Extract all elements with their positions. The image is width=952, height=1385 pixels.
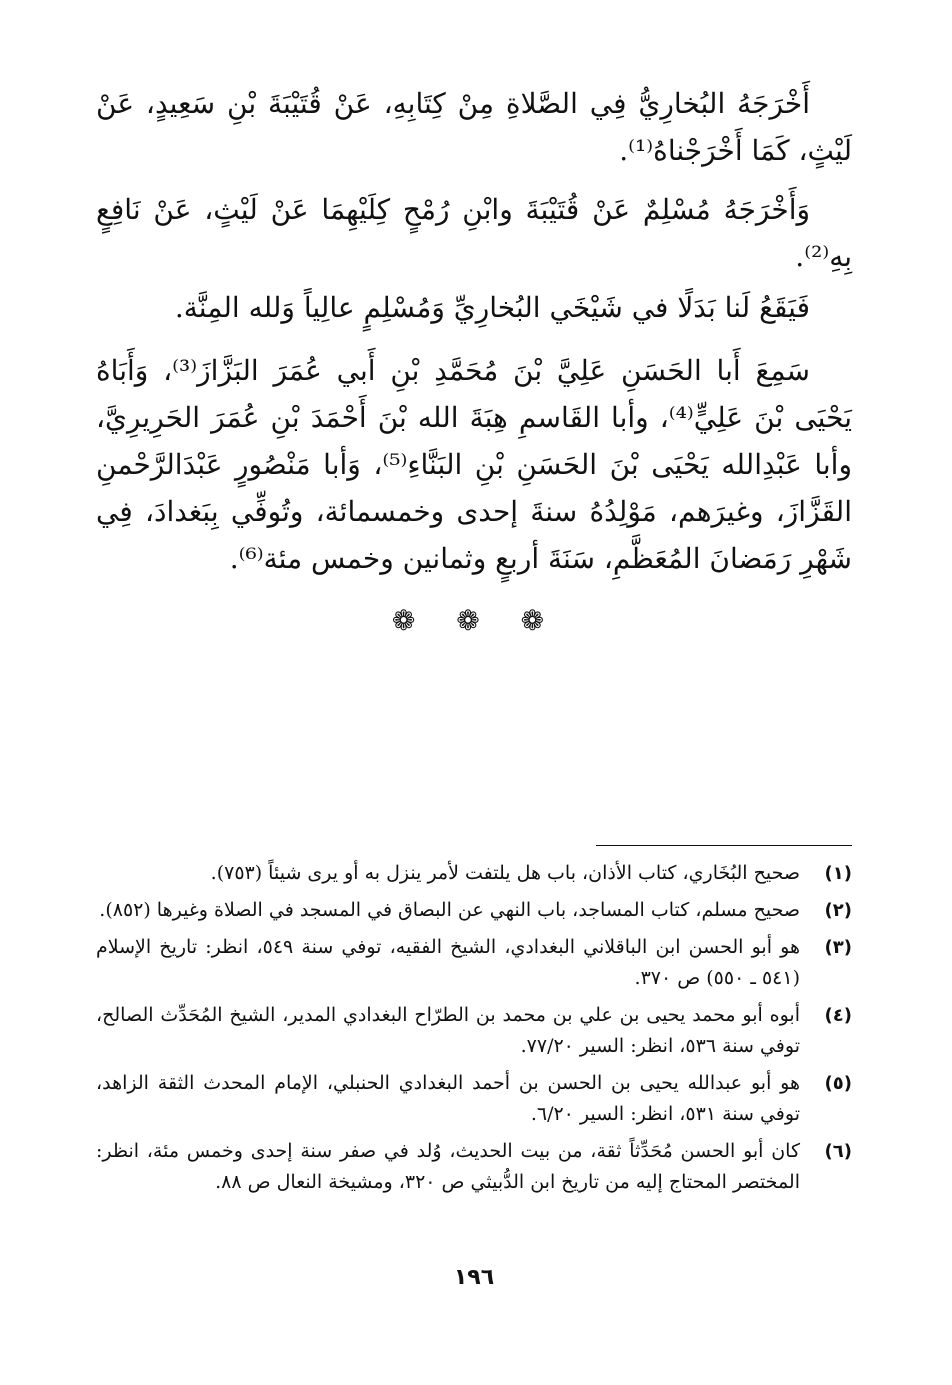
footnote xyxy=(96,895,852,926)
paragraph: سَمِعَ أَبا الحَسَنِ عَلِيَّ بْنَ مُحَمَّدِ بْنِ أَبي عُمَرَ البَزَّازَ⁽³⁾، وَأَبَاهُ يَحْيَى بْنَ عَلِيٍّ⁽⁴⁾، وأبا القَاسمِ هِبَةَ الله بْنَ أَحْمَدَ بْنِ عُمَرَ الحَرِيرِيَّ، وأبا عَبْدِالله يَحْيَى بْنَ الحَسَنِ بْنِ البَنَّاءِ⁽⁵⁾، وَأبا مَنْصُورٍ عَبْدَالرَّحْمنِ القَزَّازَ، وغيرَهم، مَوْلِدُهُ سنةَ إحدى وخمسمائة، وتُوفِّي بِبَغدادَ، فِي شَهْرِ رَمَضانَ المُعَظَّمِ، سَنَةَ أربعٍ وثمانين وخمس مئة⁽⁶⁾. xyxy=(96,354,853,575)
paragraph: فَيَقَعُ لَنا بَدَلًا في شَيْخَي البُخارِيِّ وَمُسْلِمٍ عالِياً وَلله المِنَّة. xyxy=(174,291,810,324)
paragraph: وَأَخْرَجَهُ مُسْلِمٌ عَنْ قُتَيْبَةَ وابْنِ رُمْحٍ كِلَيْهِمَا عَنْ لَيْثٍ، عَنْ نَافِعٍ بِهِ⁽²⁾. xyxy=(96,193,852,273)
footnote-text: هو أبو عبدالله يحيى بن الحسن بن أحمد البغدادي الحنبلي، الإمام المحدث الثقة الزاهد، توفي سنة ٥٣١، انظر: السير ٦/٢٠. xyxy=(96,1072,800,1125)
footnote-number: (٥) xyxy=(824,1073,852,1094)
main-text xyxy=(96,80,852,582)
footnote xyxy=(96,1000,852,1062)
footnote xyxy=(96,858,852,889)
footnote-number: (٦) xyxy=(824,1141,852,1162)
flower-ornament-icon: ❁ xyxy=(520,604,557,637)
section-ornament xyxy=(96,604,852,637)
footnote-text: صحيح مسلم، كتاب المساجد، باب النهي عن البصاق في المسجد في الصلاة وغيرها (٨٥٢). xyxy=(99,899,800,921)
footnote-number: (١) xyxy=(824,863,852,884)
footnote-number: (٢) xyxy=(824,900,852,921)
footnote-text: صحيح البُخَاري، كتاب الأذان، باب هل يلتفت لأمر ينزل به أو يرى شيئاً (٧٥٣). xyxy=(210,862,800,884)
footnotes xyxy=(96,858,852,1204)
footnote xyxy=(96,1136,852,1198)
footnote-text: أبوه أبو محمد يحيى بن علي بن محمد بن الطرّاح البغدادي المدير، الشيخ المُحَدِّث الصالح، توفي سنة ٥٣٦، انظر: السير ٧٧/٢٠. xyxy=(96,1004,800,1057)
footnote-number: (٤) xyxy=(824,1005,852,1026)
paragraph: أَخْرَجَهُ البُخارِيُّ فِي الصَّلاةِ مِنْ كِتَابِهِ، عَنْ قُتَيْبَةَ بْنِ سَعِيدٍ، عَنْ لَيْثٍ، كَمَا أَخْرَجْناهُ⁽¹⁾. xyxy=(96,87,852,167)
page-number: ١٩٦ xyxy=(453,1265,495,1290)
flower-ornament-icon: ❁ xyxy=(391,604,428,637)
footnote-number: (٣) xyxy=(824,937,852,958)
footnote xyxy=(96,932,852,994)
footnote xyxy=(96,1068,852,1130)
page xyxy=(96,80,852,1385)
footnote-divider xyxy=(596,845,852,846)
footnote-text: كان أبو الحسن مُحَدِّثاً ثقة، من بيت الحديث، وُلد في صفر سنة إحدى وخمس مئة، انظر: المختصر المحتاج إليه من تاريخ ابن الدُّبيثي ص ٣٢٠، ومشيخة النعال ص ٨٨. xyxy=(96,1140,800,1193)
footnote-text: هو أبو الحسن ابن الباقلاني البغدادي، الشيخ الفقيه، توفي سنة ٥٤٩، انظر: تاريخ الإسلام (٥٤١ ـ ٥٥٠) ص ٣٧٠. xyxy=(96,936,800,989)
flower-ornament-icon: ❁ xyxy=(456,604,492,637)
